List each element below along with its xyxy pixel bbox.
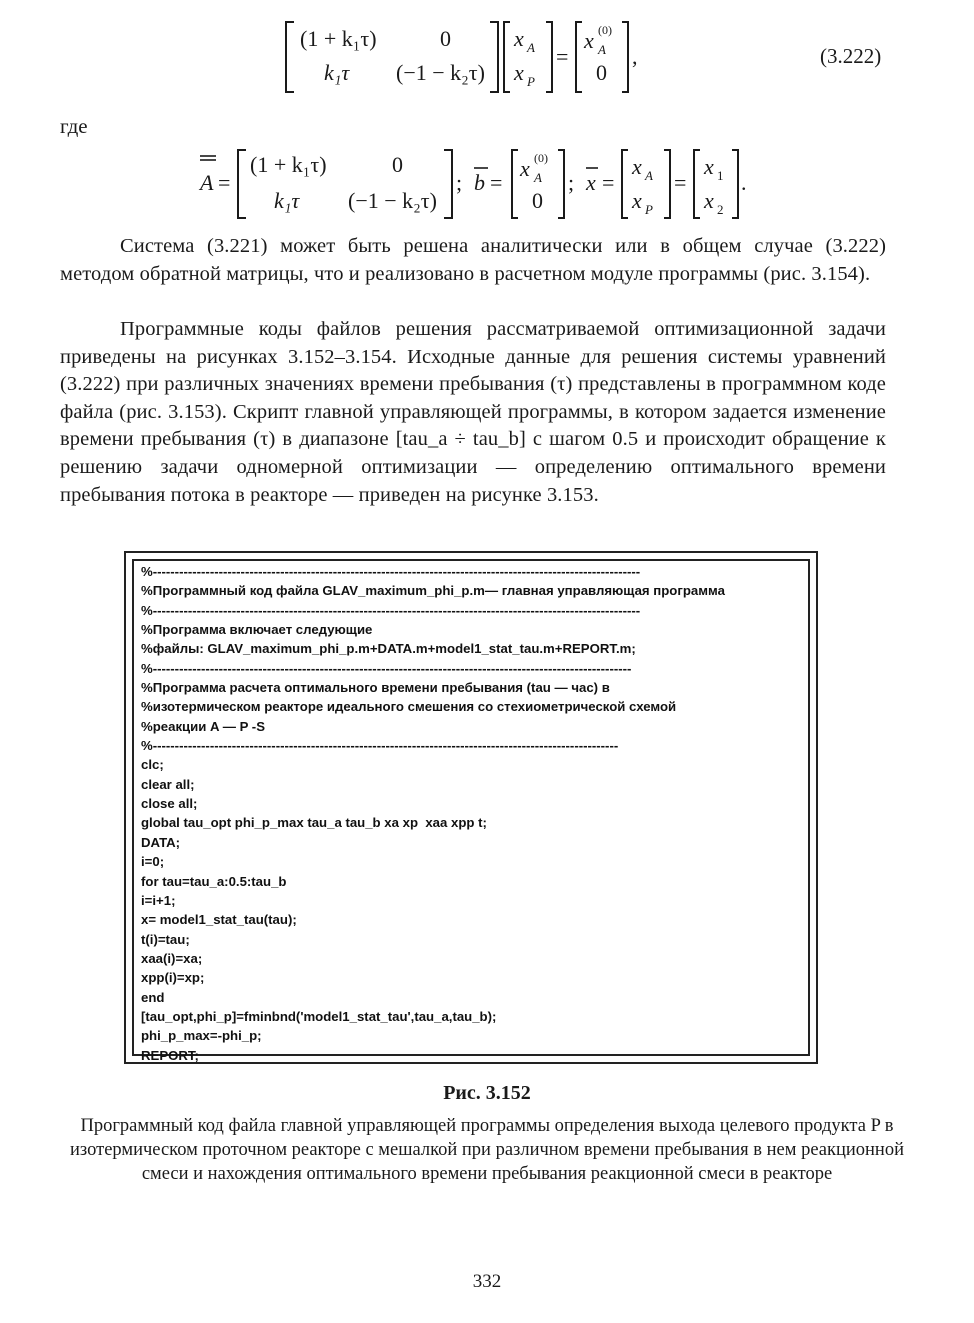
code-line: %Программный код файла GLAV_maximum_phi_p.m— главная управляющая программа xyxy=(141,583,725,599)
eq2-b1-sup: (0) xyxy=(534,151,548,165)
code-line: for tau=tau_a:0.5:tau_b xyxy=(141,873,287,889)
code-line: [tau_opt,phi_p]=fminbnd('model1_stat_tau',tau_a,tau_b); xyxy=(141,1008,497,1024)
eq2-m12: 0 xyxy=(392,152,403,177)
code-line: xaa(i)=xa; xyxy=(141,950,203,966)
code-listing xyxy=(141,562,804,1065)
equation-number: (3.222) xyxy=(820,44,882,68)
eq1-m21: k₁τ xyxy=(324,60,350,85)
eq2-b2: 0 xyxy=(532,188,543,213)
eq1-m11: (1 + k₁τ) xyxy=(300,26,377,51)
code-line: %--------------------------------------------------------------------------------------------------------------- xyxy=(141,564,641,579)
code-listing-frame xyxy=(124,551,818,1064)
eq1-r1-sup: (0) xyxy=(598,23,612,37)
code-listing-inner-border xyxy=(132,559,810,1063)
svg-text:.: . xyxy=(741,170,747,195)
eq2-b-symbol: b xyxy=(474,170,485,195)
svg-text:=: = xyxy=(602,170,615,195)
eq2-x-symbol: x xyxy=(586,170,596,195)
code-line: %---------------------------------------------------------------------------------------------------------- xyxy=(141,738,619,754)
eq1-v2-sub: P xyxy=(527,74,535,89)
eq1-m22: (−1 − k₂τ) xyxy=(396,60,485,85)
where-label: где xyxy=(60,114,88,138)
code-line: %файлы: GLAV_maximum_phi_p.m+DATA.m+model1_stat_tau.m+REPORT.m; xyxy=(141,641,636,657)
eq2-m22: (−1 − k₂τ) xyxy=(348,188,437,213)
code-line: %Программа расчета оптимального времени пребывания (tau — час) в xyxy=(141,680,610,696)
equation-definitions-svg xyxy=(198,144,758,224)
figure-label: Рис. 3.152 xyxy=(443,1082,531,1104)
eq2-x1: x xyxy=(632,154,642,179)
paragraph-1: Система (3.221) может быть решена аналитически или в общем случае (3.222) методом обратной матрицы, что и реализовано в расчетном модуле программы (рис. 3.154). xyxy=(60,235,886,285)
code-line: %реакции A — P -S xyxy=(141,718,265,734)
eq2-y2-sub: 2 xyxy=(717,202,724,217)
eq1-v1-sub: A xyxy=(527,40,535,55)
code-line: global tau_opt phi_p_max tau_a tau_b xa xp xaa xpp t; xyxy=(141,815,487,831)
equation-definitions xyxy=(198,144,758,230)
code-line: x= model1_stat_tau(tau); xyxy=(141,912,297,928)
code-line: %изотермическом реакторе идеального смешения со стехиометрической схемой xyxy=(141,699,677,715)
svg-text:=: = xyxy=(556,44,569,69)
code-line: t(i)=tau; xyxy=(141,931,190,947)
code-line: i=i+1; xyxy=(141,892,176,908)
eq2-A-symbol: A xyxy=(200,170,214,195)
svg-text:=: = xyxy=(218,170,231,195)
code-line: %------------------------------------------------------------------------------------------------------------- xyxy=(141,660,632,676)
eq1-v1: x xyxy=(514,26,524,51)
eq1-r1: x xyxy=(584,28,594,53)
page-number: 332 xyxy=(472,1271,502,1292)
eq1-m12: 0 xyxy=(440,26,451,51)
code-line: close all; xyxy=(141,796,198,812)
paragraph-2: Программные коды файлов решения рассматриваемой оптимизационной задачи приведены на рисунках 3.152–3.154. Исходные данные для решения системы уравнений (3.222) при различных значениях времени пребывания (τ) представлены в программном коде файла (рис. 3.153). Скрипт главной управляющей программы, в котором задается изменение времени пребывания (τ) в диапазоне [tau_a ÷ tau_b] с шагом 0.5 и происходит обращение к решению задачи одномерной оптимизации — определению оптимального времени пребывания потока в реакторе — приведен на рисунке 3.153. xyxy=(60,318,886,506)
equation-3-222-svg xyxy=(282,18,662,98)
code-line: phi_p_max=-phi_p; xyxy=(141,1028,262,1044)
eq2-y2: x xyxy=(704,188,714,213)
code-line: %Программа включает следующие xyxy=(141,622,373,638)
code-line: clc; xyxy=(141,757,164,773)
eq2-m11: (1 + k₁τ) xyxy=(250,152,327,177)
eq2-x2: x xyxy=(632,188,642,213)
code-line: clear all; xyxy=(141,776,195,792)
svg-text:;: ; xyxy=(568,170,575,195)
eq1-r2: 0 xyxy=(596,60,607,85)
code-line: %--------------------------------------------------------------------------------------------------------------- xyxy=(141,602,641,618)
svg-text:=: = xyxy=(490,170,503,195)
eq2-m21: k₁τ xyxy=(274,188,300,213)
eq1-v2: x xyxy=(514,60,524,85)
code-line: i=0; xyxy=(141,854,165,870)
svg-text:=: = xyxy=(674,170,687,195)
svg-text:;: ; xyxy=(456,170,463,195)
code-line: end xyxy=(141,989,165,1005)
eq2-b1: x xyxy=(520,156,530,181)
eq1-trailing: , xyxy=(632,44,638,69)
code-line: xpp(i)=xp; xyxy=(141,970,205,986)
eq2-x2-sub: P xyxy=(645,202,653,217)
figure-caption: Программный код файла главной управляющей программы определения выхода целевого продукта P в изотермическом проточном реакторе с мешалкой при различном времени пребывания в нем реакционной смеси и нахождения оптимального времени пребывания реакционной смеси в реакторе xyxy=(70,1116,904,1184)
eq1-r1-sub: A xyxy=(598,42,606,57)
eq2-x1-sub: A xyxy=(645,168,653,183)
eq2-b1-sub: A xyxy=(534,170,542,185)
eq2-y1: x xyxy=(704,154,714,179)
equation-3-222 xyxy=(282,18,662,104)
code-line: DATA; xyxy=(141,834,181,850)
eq2-y1-sub: 1 xyxy=(717,168,724,183)
code-line: REPORT; xyxy=(141,1047,199,1063)
